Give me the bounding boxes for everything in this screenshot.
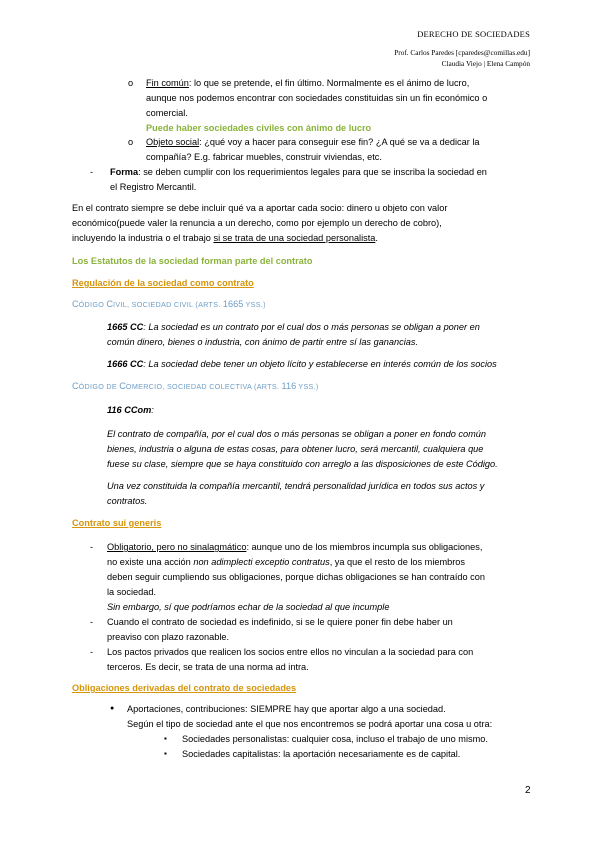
art116-line4: Una vez constituida la compañía mercantil, tendrá personalidad jurídica en todos sus actos y bbox=[107, 481, 485, 491]
page-number: 2 bbox=[525, 785, 531, 796]
dash-bullet: - bbox=[90, 647, 94, 657]
forma-term: Forma bbox=[110, 167, 139, 177]
art116-line2: bienes, industria o alguna de estas cosas, para obtener lucro, será mercantil, cualquiera que bbox=[107, 444, 484, 454]
art1665-line1 bbox=[107, 320, 480, 334]
fin-comun-note: Puede haber sociedades civiles con ánimo de lucro bbox=[146, 123, 372, 133]
para1-underlined: si se trata de una sociedad personalista bbox=[213, 233, 376, 243]
art116-heading bbox=[107, 403, 154, 417]
para1-line3 bbox=[72, 231, 378, 245]
art116-number: 116 CCom bbox=[107, 405, 152, 415]
para1-period: . bbox=[375, 233, 378, 243]
round-bullet: ● bbox=[110, 705, 115, 712]
estatutos-heading: Los Estatutos de la sociedad forman parte del contrato bbox=[72, 256, 313, 266]
latin-phrase: non adimplecti exceptio contratus bbox=[193, 557, 330, 567]
art116-line3: fuese su clase, siempre que se haya constituido con arreglo a las disposiciones de este Código. bbox=[107, 459, 498, 469]
para1-line2: económico(puede valer la renuncia a un derecho, como por ejemplo un derecho de cobro), bbox=[72, 218, 442, 228]
circle-bullet: o bbox=[128, 137, 134, 147]
oblig-line2: no existe una acción non adimplecti exceptio contratus, ya que el resto de los miembros bbox=[107, 557, 466, 567]
oblig-term: Obligatorio, pero no sinalagmático bbox=[107, 542, 247, 552]
objeto-social-text: : ¿qué voy a hacer para conseguir ese fin? ¿A qué se va a dedicar la bbox=[199, 137, 480, 147]
oblig-text: : aunque uno de los miembros incumpla sus obligaciones, bbox=[246, 542, 483, 552]
para1-text: incluyendo la industria o el trabajo bbox=[72, 233, 214, 243]
header-professor: Prof. Carlos Paredes [cparedes@comillas.edu] bbox=[394, 48, 530, 57]
oblig-line3: deben seguir cumpliendo sus obligaciones, porque dichas obligaciones se han contraído con bbox=[107, 572, 485, 582]
obligaciones-heading: Obligaciones derivadas del contrato de sociedades bbox=[72, 683, 297, 693]
fin-comun-term: Fin común bbox=[146, 78, 189, 88]
codigo-comercio-heading: CÓDIGO DE COMERCIO, SOCIEDAD COLECTIVA (ARTS. 116 YSS.) bbox=[72, 381, 319, 391]
fin-comun-line1 bbox=[146, 76, 469, 90]
forma-text: : se deben cumplir con los requerimientos legales para que se inscriba la sociedad en bbox=[138, 167, 487, 177]
fin-comun-line3: comercial. bbox=[146, 108, 188, 118]
indef-line1: Cuando el contrato de sociedad es indefinido, si se le quiere poner fin debe haber un bbox=[107, 617, 453, 627]
fin-comun-line2: aunque nos podemos encontrar con sociedades constituidas sin un fin económico o bbox=[146, 93, 488, 103]
art1666-text: : La sociedad debe tener un objeto lícito y establecerse en interés común de los socios bbox=[143, 359, 497, 369]
square-bullet: ▪ bbox=[164, 734, 167, 743]
header-authors: Claudia Viejo | Elena Campón bbox=[441, 59, 530, 68]
aport-line1: Aportaciones, contribuciones: SIEMPRE hay que aportar algo a una sociedad. bbox=[127, 704, 446, 714]
oblig-line1 bbox=[107, 540, 482, 554]
dash-bullet: - bbox=[90, 167, 94, 177]
art116-line5: contratos. bbox=[107, 496, 148, 506]
para1-line1: En el contrato siempre se debe incluir qué va a aportar cada socio: dinero u objeto con valor bbox=[72, 203, 448, 213]
oblig-line4: la sociedad. bbox=[107, 587, 157, 597]
regulacion-heading: Regulación de la sociedad como contrato bbox=[72, 278, 254, 288]
art1665-line2: común dinero, bienes o industria, con ánimo de partir entre sí las ganancias. bbox=[107, 337, 419, 347]
forma-line1 bbox=[110, 165, 487, 179]
codigo-civil-heading: CÓDIGO CIVIL, SOCIEDAD CIVIL (ARTS. 1665 YSS.) bbox=[72, 299, 266, 309]
oblig-line5: Sin embargo, sí que podríamos echar de la sociedad al que incumple bbox=[107, 602, 390, 612]
header-title: DERECHO DE SOCIEDADES bbox=[417, 29, 530, 39]
art1666-line bbox=[107, 357, 497, 371]
sui-generis-heading: Contrato sui generis bbox=[72, 518, 162, 528]
circle-bullet: o bbox=[128, 78, 134, 88]
forma-line2: el Registro Mercantil. bbox=[110, 182, 197, 192]
aport-sub1: Sociedades personalistas: cualquier cosa, incluso el trabajo de uno mismo. bbox=[182, 734, 488, 744]
art1665-text: : La sociedad es un contrato por el cual dos o más personas se obligan a poner en bbox=[143, 322, 480, 332]
dash-bullet: - bbox=[90, 542, 94, 552]
aport-line2: Según el tipo de sociedad ante el que nos encontremos se podrá aportar una cosa u otra: bbox=[127, 719, 493, 729]
pactos-line2: terceros. Es decir, se trata de una norma ad intra. bbox=[107, 662, 309, 672]
fin-comun-text: : lo que se pretende, el fin último. Normalmente es el ánimo de lucro, bbox=[188, 78, 470, 88]
indef-line2: preaviso con plazo razonable. bbox=[107, 632, 230, 642]
objeto-social-line1 bbox=[146, 135, 480, 149]
art116-line1: El contrato de compañía, por el cual dos o más personas se obligan a poner en fondo común bbox=[107, 429, 486, 439]
objeto-social-term: Objeto social bbox=[146, 137, 200, 147]
aport-sub2: Sociedades capitalistas: la aportación necesariamente es de capital. bbox=[182, 749, 461, 759]
square-bullet: ▪ bbox=[164, 749, 167, 758]
art116-colon: : bbox=[151, 405, 154, 415]
objeto-social-line2: compañía? E.g. fabricar muebles, construir viviendas, etc. bbox=[146, 152, 382, 162]
art1666-number: 1666 CC bbox=[107, 359, 144, 369]
pactos-line1: Los pactos privados que realicen los socios entre ellos no vinculan a la sociedad para con bbox=[107, 647, 474, 657]
art1665-number: 1665 CC bbox=[107, 322, 144, 332]
dash-bullet: - bbox=[90, 617, 94, 627]
